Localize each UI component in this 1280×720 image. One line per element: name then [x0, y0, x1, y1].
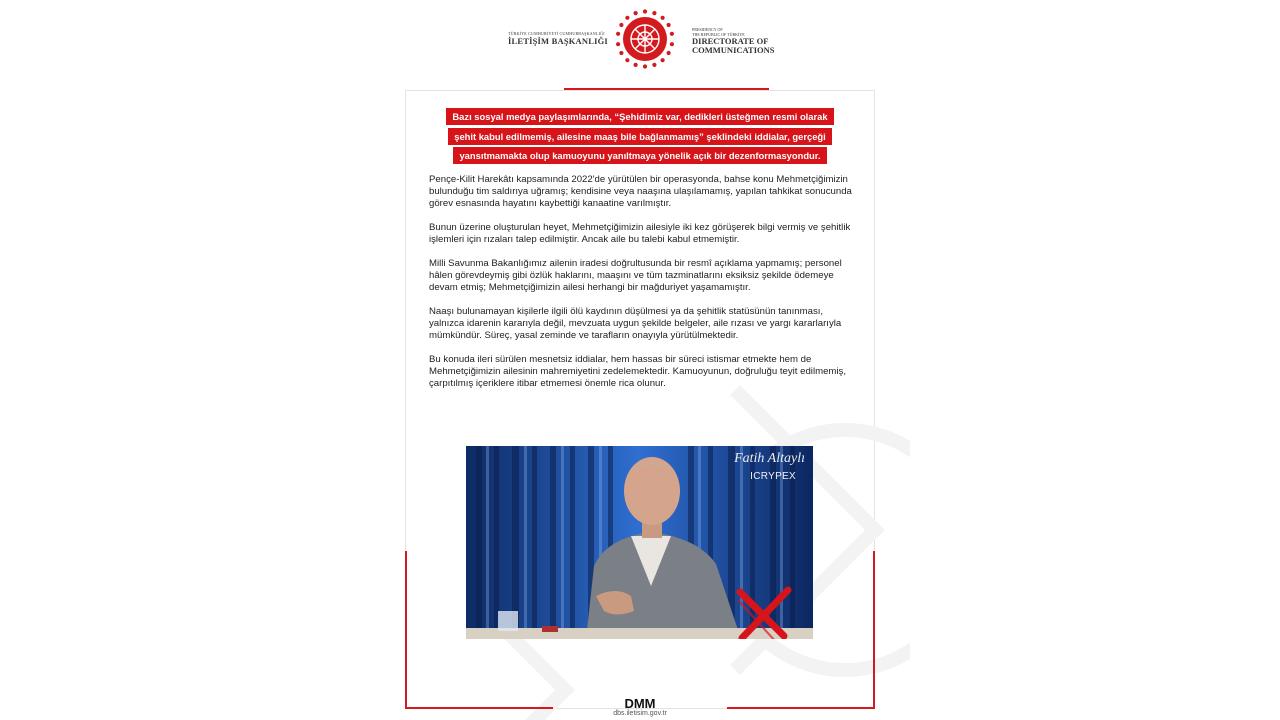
headline-line: Bazı sosyal medya paylaşımlarında, “Şehidimiz var, dedikleri üsteğmen resmi olarak — [446, 108, 833, 125]
frame-bottom-right-line — [727, 707, 875, 709]
overlay-brand: ICRYPEX — [750, 471, 796, 482]
body-text — [429, 174, 854, 402]
header-right-big-2: COMMUNICATIONS — [692, 45, 775, 55]
header-left-title — [508, 31, 608, 46]
header-left-small: TÜRKİYE CUMHURİYETİ CUMHURBAŞKANLIĞI — [508, 31, 605, 36]
paragraph: Bunun üzerine oluşturulan heyet, Mehmetçiğimizin ailesiyle iki kez görüşerek bilgi vermiş ve şehitlik işlemleri için rızaları talep edilmiştir. Ancak aile bu talebi kabul etmemiştir. — [429, 222, 851, 245]
frame-right-line — [873, 551, 875, 709]
paragraph: Bu konuda ileri sürülen mesnetsiz iddialar, hem hassas bir süreci istismar etmekte hem de Mehmetçiğimizin ailesinin mahremiyetini zedelemektedir. Kamuoyunun, doğruluğu teyit edilmemiş, çarpıtılmış içeriklere itibar etmemesi önemle rica olunur. — [429, 354, 846, 389]
header-right-small-2: THE REPUBLIC OF TÜRKİYE — [692, 31, 745, 37]
red-cross-icon — [734, 586, 794, 639]
header-right-big-1: DIRECTORATE OF — [692, 36, 769, 46]
presidential-seal-icon — [614, 8, 676, 70]
video-screenshot — [466, 446, 813, 639]
dmm-logo-text: DMM — [624, 697, 656, 709]
headline-line: yansıtmamakta olup kamuoyunu yanıltmaya yönelik açık bir dezenformasyondur. — [453, 147, 826, 164]
dmm-logo-icon — [608, 697, 672, 709]
paragraph: Pençe-Kilit Harekâtı kapsamında 2022'de yürütülen bir operasyonda, bahse konu Mehmetçiğimizin bulunduğu tim saldırıya uğramış; kendisine veya naaşına ulaşılamamış, yapılan tahkikat sonucunda görev esnasında hayatını kaybettiği kanaatine varılmıştır. — [429, 174, 852, 209]
paragraph: Naaşı bulunamayan kişilerle ilgili ölü kaydının düşülmesi ya da şehitlik statüsünün tanınması, yalnızca idarenin kararıyla değil, mevzuata uygun şekilde belgeler, aile rızası ve yargı kararlarıyla mümkündür. Süreç, yasal zeminde ve tarafların onayıyla yürütülmektedir. — [429, 306, 842, 341]
paragraph: Milli Savunma Bakanlığımız ailenin iradesi doğrultusunda bir resmî açıklama yapmamış; personel hâlen görevdeymiş gibi özlük haklarını, maaşını ve tüm tazminatlarını eksiksiz şekilde ödemeye devam etmiş; Mehmetçiğimizin ailesi herhangi bir mağduriyet yaşamamıştır. — [429, 258, 842, 293]
footer-url[interactable]: dbs.iletisim.gov.tr — [613, 710, 667, 717]
frame-bottom-left-line — [405, 707, 553, 709]
headline-line: şehit kabul edilmemiş, ailesine maaş bile bağlanmamış” şeklindeki iddialar, gerçeği — [448, 128, 832, 145]
headline-block — [420, 107, 860, 166]
frame-left-line — [405, 551, 407, 709]
header-right-small-1: PRESIDENCY OF — [692, 27, 723, 32]
header-right-title — [692, 28, 792, 55]
overlay-name: Fatih Altaylı — [734, 451, 805, 466]
header-left-big: İLETİŞİM BAŞKANLIĞI — [508, 36, 608, 46]
